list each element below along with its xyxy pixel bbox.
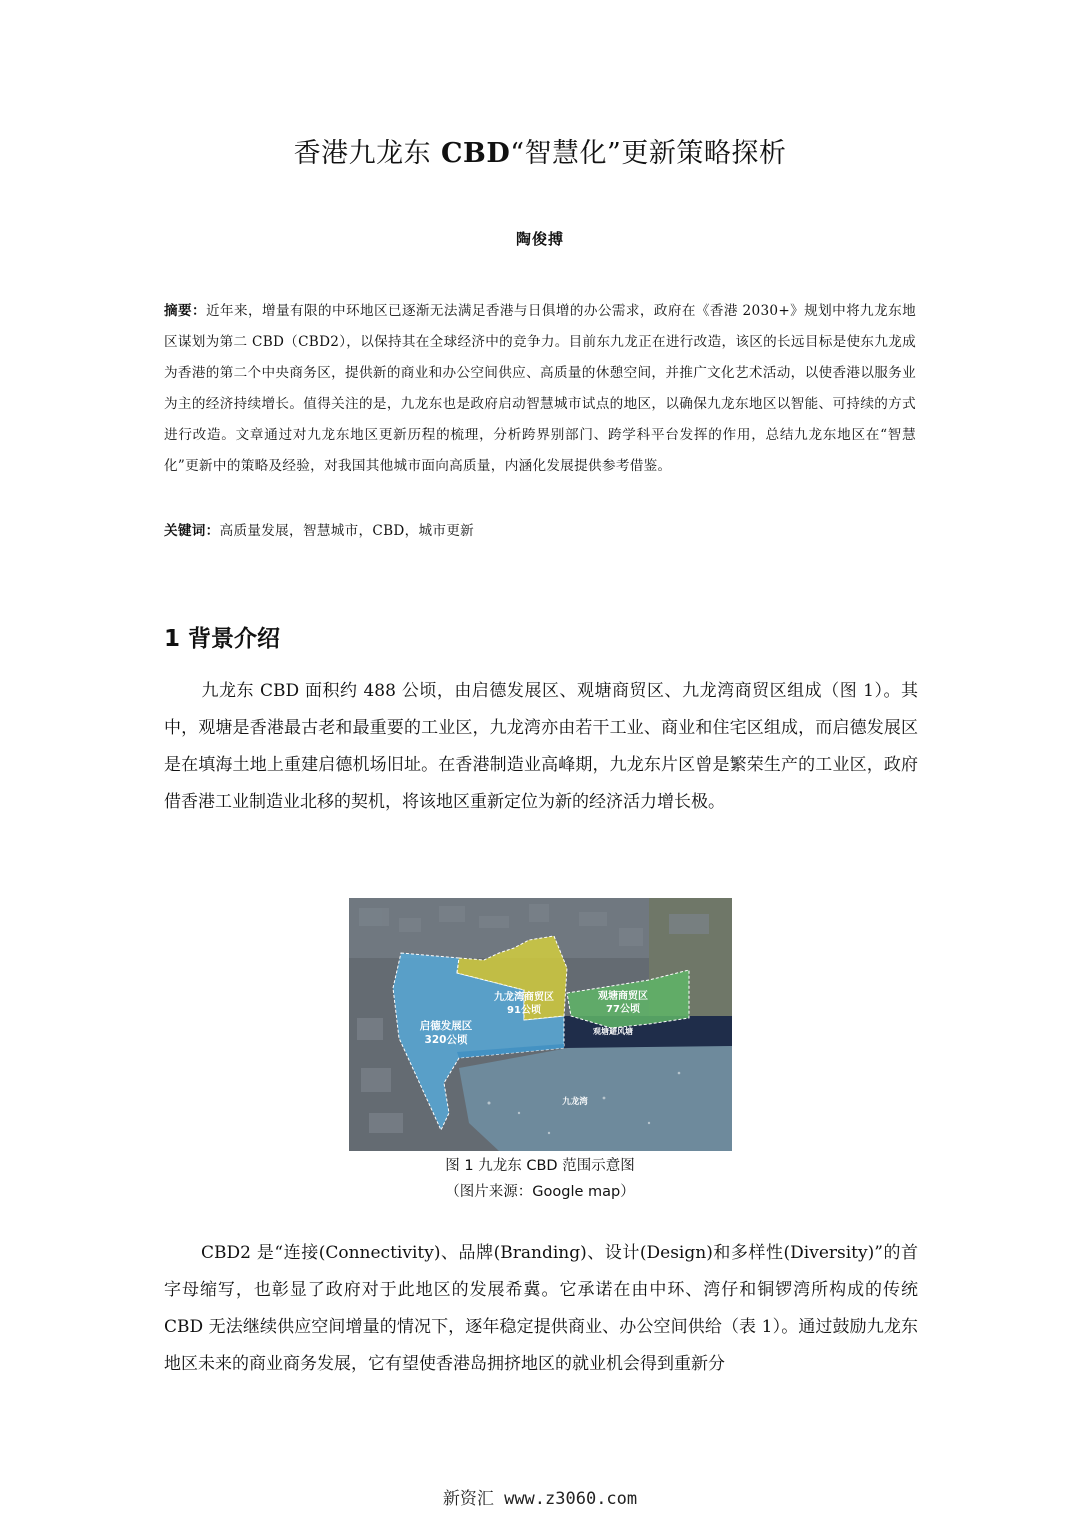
keywords-label: 关键词： (164, 523, 220, 539)
paper-title (0, 131, 1080, 170)
abstract-label: 摘要： (164, 303, 206, 319)
figure-map (349, 898, 732, 1151)
caption-title: 图 1 九龙东 CBD 范围示意图 (445, 1158, 635, 1174)
title-cbd: CBD (431, 138, 511, 169)
paragraph-1-text: 九龙东 CBD 面积约 488 公顷，由启德发展区、观塘商贸区、九龙湾商贸区组成（图 1）。其中，观塘是香港最古老和最重要的工业区，九龙湾亦由若干工业、商业和住宅区组成，而启德发展区是在填海土地上重建启德机场旧址。在香港制造业高峰期，九龙东片区曾是繁荣生产的工业区，政府借香港工业制造业北移的契机，将该地区重新定位为新的经济活力增长极。 (164, 681, 918, 812)
kowloonbay-area: 91公顷 (507, 1005, 541, 1016)
abstract (164, 296, 916, 482)
figure-caption (0, 1153, 1080, 1205)
typhoon-shelter-label: 观塘避风塘 (593, 1027, 633, 1036)
body-paragraph-1 (164, 673, 918, 821)
body-paragraph-2 (164, 1235, 918, 1383)
caption-source: （图片来源：Google map） (445, 1184, 635, 1200)
author-name: 陶俊搏 (515, 230, 564, 248)
abstract-text: 近年来，增量有限的中环地区已逐渐无法满足香港与日俱增的办公需求，政府在《香港 2030+》规划中将九龙东地区谋划为第二 CBD（CBD2），以保持其在全球经济中的竞争力。目前东九龙正在进行改造，该区的长远目标是使东九龙成为香港的第二个中央商务区，提供新的商业和办公空间供应、高质量的休憩空间，并推广文化艺术活动，以使香港以服务业为主的经济持续增长。值得关注的是，九龙东也是政府启动智慧城市试点的地区，以确保九龙东地区以智能、可持续的方式进行改造。文章通过对九龙东地区更新历程的梳理，分析跨界别部门、跨学科平台发挥的作用，总结九龙东地区在“智慧化”更新中的策略及经验，对我国其他城市面向高质量，内涵化发展提供参考借鉴。 (164, 303, 917, 474)
title-suffix: “智慧化”更新策略探析 (510, 138, 787, 169)
kaitak-name: 启德发展区 (419, 1020, 473, 1032)
kaitak-area: 320公顷 (424, 1034, 468, 1046)
paragraph-2-text: CBD2 是“连接(Connectivity)、品牌(Branding)、设计(Design)和多样性(Diversity)”的首字母缩写，也彰显了政府对于此地区的发展希冀。它承诺在由中环、湾仔和铜锣湾所构成的传统 CBD 无法继续供应空间增量的情况下，逐年稳定提供商业、办公空间供给（表 1）。通过鼓励九龙东地区未来的商业商务发展，它有望使香港岛拥挤地区的就业机会得到重新分 (164, 1243, 918, 1374)
bay-label: 九龙湾 (562, 1097, 588, 1107)
map-illustration (349, 898, 732, 1151)
kwuntong-area: 77公顷 (606, 1004, 640, 1015)
section-heading: 1 背景介绍 (164, 626, 281, 652)
keywords-text: 高质量发展，智慧城市，CBD，城市更新 (219, 523, 475, 539)
kowloonbay-name: 九龙湾商贸区 (494, 992, 554, 1003)
keywords (164, 517, 916, 545)
kwuntong-name: 观塘商贸区 (598, 991, 648, 1002)
footer-watermark: 新资汇 www.z3060.com (442, 1489, 638, 1509)
title-prefix: 香港九龙东 (293, 138, 432, 169)
